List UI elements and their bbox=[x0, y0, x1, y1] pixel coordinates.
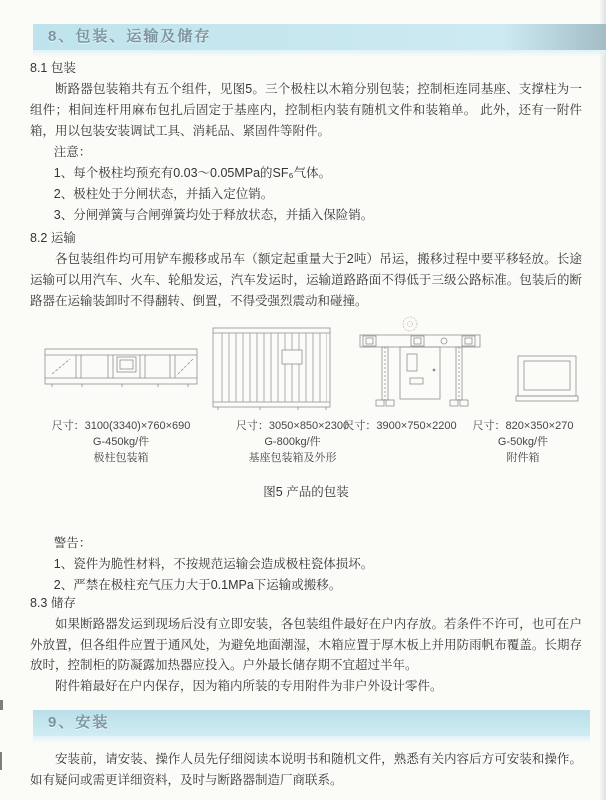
section-8-2 bbox=[30, 227, 582, 312]
heading-8-3: 8.3 储存 bbox=[30, 596, 76, 610]
storage-paragraph-1: 如果断路器发运到现场后没有立即安装，各包装组件最好在户内存放。若条件不许可，也可在户外放置，但各组件应置于通风处，为避免地面潮湿，木箱应置于厚木板上并用防雨帆布覆盖。长期存放时，控制柜的防凝露加热器应投入。户外最长储存期不宜超过半年。 bbox=[30, 617, 582, 672]
scan-smudge bbox=[0, 700, 3, 710]
storage-paragraph-2: 附件箱最好在户内保存，因为箱内所装的专用附件为非户外设计零件。 bbox=[55, 678, 443, 693]
install-paragraph: 安装前，请安装、操作人员先仔细阅读本说明书和随机文件，熟悉有关内容后方可安装和操作。如有疑问或需更详细资料，及时与断路器制造厂商联系。 bbox=[30, 752, 582, 787]
base-box-size: 尺寸：3050×850×2300 bbox=[235, 420, 350, 432]
pole-box-drawing bbox=[45, 349, 197, 387]
pole-box-name: 极柱包装箱 bbox=[93, 452, 149, 464]
accessory-box-label bbox=[458, 418, 588, 466]
warning-label: 警告： bbox=[53, 536, 92, 550]
note-item: 3、分闸弹簧与合闸弹簧均处于释放状态，并插入保险销。 bbox=[53, 208, 374, 222]
note-item: 1、每个极柱均预充有0.03～0.05MPa的SF₆气体。 bbox=[53, 166, 332, 180]
transport-paragraph: 各包装组件均可用铲车搬移或吊车（额定起重量大于2吨）吊运，搬移过程中要平移轻放。长途运输可以用汽车、火车、轮船发运，汽车发运时，运输道路路面不得低于三级公路标准。包装后的断路器在运输装卸时不得翻转、倒置，不得受强烈震动和碰撞。 bbox=[30, 252, 582, 308]
pole-box-label bbox=[36, 418, 206, 466]
accessory-box-drawing bbox=[516, 356, 578, 401]
heading-8-2: 8.2 运输 bbox=[30, 231, 76, 245]
ink-stamp bbox=[403, 317, 417, 331]
transport-warning bbox=[30, 533, 582, 596]
accessory-box-name: 附件箱 bbox=[506, 452, 540, 464]
section8-header-band bbox=[33, 24, 606, 50]
base-box-drawing bbox=[213, 328, 330, 410]
section9-header-band bbox=[33, 710, 590, 736]
figure5-drawings bbox=[30, 312, 606, 416]
scan-smudge bbox=[0, 752, 2, 770]
base-box-name: 基座包装箱及外形 bbox=[248, 452, 337, 464]
heading-8-1: 8.1 包装 bbox=[30, 61, 76, 75]
note-label: 注意： bbox=[53, 145, 92, 159]
frame-outline-label bbox=[330, 418, 470, 434]
section-9-body bbox=[30, 749, 582, 791]
figure5-caption: 图5 产品的包装 bbox=[263, 485, 349, 499]
figure5 bbox=[30, 312, 582, 517]
section8-title: 8、包装、运输及储存 bbox=[48, 28, 212, 45]
pole-box-weight: G-450kg/件 bbox=[92, 436, 150, 448]
warning-item: 1、瓷件为脆性材料，不按规范运输会造成极柱瓷体损坏。 bbox=[53, 557, 374, 571]
section-8-3 bbox=[30, 592, 582, 696]
base-box-weight: G-800kg/件 bbox=[264, 436, 321, 448]
accessory-box-weight: G-50kg/件 bbox=[497, 436, 549, 448]
pole-box-size: 尺寸：3100(3340)×760×690 bbox=[51, 420, 191, 432]
packing-paragraph: 断路器包装箱共有五个组件，见图5。三个极柱以木箱分别包装；控制柜连同基座、支撑柱为一组件；相间连杆用麻布包扎后固定于基座内，控制柜内装有随机文件和装箱单。 此外，还有一附件箱，用以包装安装调试工具、消耗品、紧固件等附件。 bbox=[30, 82, 582, 138]
note-item: 2、极柱处于分闸状态，并插入定位销。 bbox=[53, 187, 274, 201]
warning-item: 2、严禁在极柱充气压力大于0.1MPa下运输或搬移。 bbox=[53, 578, 342, 592]
frame-outline-size: 尺寸：3900×750×2200 bbox=[343, 420, 457, 432]
section-8-1 bbox=[30, 57, 582, 226]
section9-title: 9、安装 bbox=[48, 714, 110, 731]
accessory-box-size: 尺寸：820×350×270 bbox=[472, 420, 574, 432]
frame-outline-drawing bbox=[360, 317, 480, 406]
